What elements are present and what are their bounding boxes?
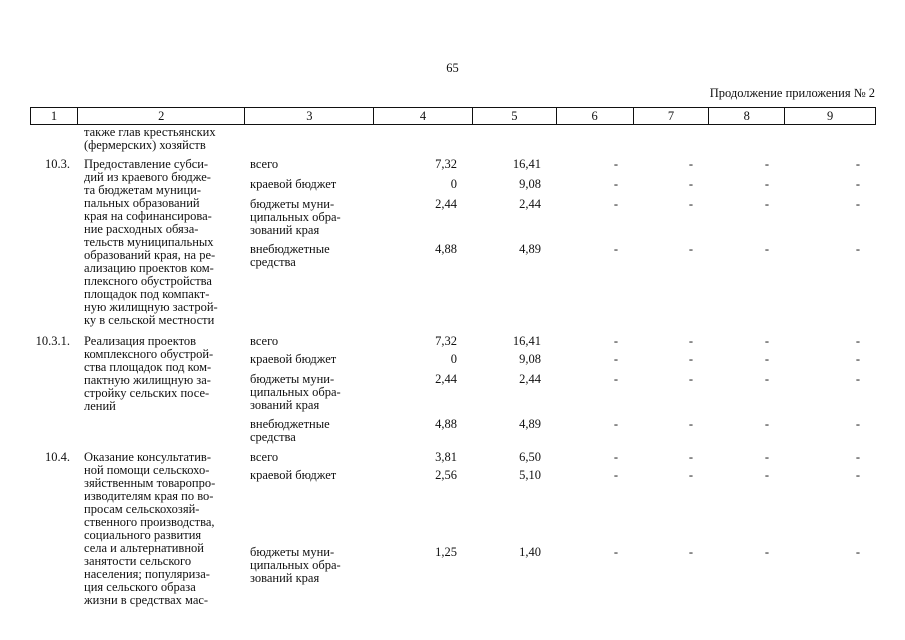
header-col-8: 8 [709,108,785,124]
value-col-5: 9,08 [519,352,541,366]
value-col-7: - [688,468,694,482]
item-number: 10.3.1. [35,334,70,348]
value-col-5: 1,40 [519,545,541,559]
value-col-4: 7,32 [435,334,457,348]
item-description-line: образований края, на ре- [84,248,216,262]
value-col-6: - [613,242,619,256]
item-description-line: социального развития [84,528,202,542]
value-col-6: - [613,334,619,348]
value-col-6: - [613,352,619,366]
item-description-line: ной помощи сельскохо- [84,463,210,477]
value-col-6: - [613,177,619,191]
value-col-8: - [764,545,770,559]
value-col-7: - [688,372,694,386]
value-col-5: 2,44 [519,197,541,211]
item-description-line: площадок под компакт- [84,287,210,301]
value-col-6: - [613,157,619,171]
value-col-9: - [855,450,860,464]
funding-source-label: краевой бюджет [250,352,337,366]
item-description-line: села и альтернативной [84,541,204,555]
value-col-7: - [688,242,694,256]
value-col-4: 2,56 [435,468,457,482]
table-header [30,107,876,125]
item-description-line: плексного обустройства [84,274,212,288]
value-col-4: 2,44 [435,372,457,386]
value-col-7: - [688,334,694,348]
item-description-line: ственного производства, [84,515,215,529]
value-col-9: - [855,468,860,482]
funding-source-label: зований края [250,571,320,585]
value-col-4: 3,81 [435,450,457,464]
item-description-line: ализацию проектов ком- [84,261,214,275]
value-col-8: - [764,242,770,256]
item-description-line: та бюджетам муници- [84,183,202,197]
header-col-9: 9 [826,108,834,123]
item-description-line: пальных образований [84,196,200,210]
value-col-6: - [613,372,619,386]
value-col-6: - [613,450,619,464]
value-col-4: 7,32 [435,157,457,171]
funding-source-label: средства [250,430,296,444]
value-col-4: 0 [450,352,457,366]
item-description-line: изводителям края по во- [84,489,214,503]
funding-source-label: ципальных обра- [250,558,341,572]
item-description-line: тельств муниципальных [84,235,214,249]
value-col-9: - [855,197,860,211]
value-col-8: - [764,177,770,191]
value-col-9: - [855,177,860,191]
value-col-8: - [764,157,770,171]
value-col-4: 2,44 [435,197,457,211]
value-col-6: - [613,417,619,431]
value-col-8: - [764,197,770,211]
item-description-line: Реализация проектов [84,334,197,348]
funding-source-label: бюджеты муни- [250,372,335,386]
header-col-2: 2 [78,108,246,124]
item-description-line: дий из краевого бюдже- [84,170,211,184]
funding-source-label: всего [250,334,279,348]
item-description-line: ция сельского образа [84,580,196,594]
funding-source-label: краевой бюджет [250,468,337,482]
value-col-5: 9,08 [519,177,541,191]
value-col-5: 4,89 [519,417,541,431]
item-description-line: пактную жилищную за- [84,373,211,387]
item-description-line: занятости сельского [84,554,192,568]
intro-text-line: также глав крестьянских [84,125,216,139]
item-description-line: стройку сельских посе- [84,386,210,400]
value-col-8: - [764,417,770,431]
funding-source-label: зований края [250,223,320,237]
value-col-4: 1,25 [435,545,457,559]
item-description-line: ку в сельской местности [84,313,215,327]
funding-source-label: бюджеты муни- [250,197,335,211]
value-col-7: - [688,197,694,211]
funding-source-label: краевой бюджет [250,177,337,191]
funding-source-label: ципальных обра- [250,210,341,224]
value-col-6: - [613,468,619,482]
item-description-line: комплексного обустрой- [84,347,214,361]
value-col-5: 16,41 [512,157,541,171]
value-col-8: - [764,352,770,366]
value-col-5: 5,10 [519,468,541,482]
funding-source-label: внебюджетные [250,242,330,256]
item-number: 10.4. [45,450,70,464]
header-col-5: 5 [473,108,557,124]
header-col-3: 3 [245,108,374,124]
value-col-7: - [688,450,694,464]
header-col-1: 1 [31,108,78,124]
value-col-4: 4,88 [435,417,457,431]
continuation-label: Продолжение приложения № 2 [709,86,875,100]
funding-source-label: зований края [250,398,320,412]
value-col-9: - [855,372,860,386]
value-col-7: - [688,352,694,366]
header-col-4: 4 [374,108,473,124]
funding-source-label: средства [250,255,296,269]
value-col-9: - [855,157,860,171]
item-description-line: жизни в средствах мас- [84,593,209,607]
header-col-7: 7 [634,108,710,124]
value-col-9: - [855,352,860,366]
item-description-line: Предоставление субси- [84,157,209,171]
item-description-line: ние расходных обяза- [84,222,199,236]
item-description-line: лений [84,399,116,413]
funding-source-label: бюджеты муни- [250,545,335,559]
value-col-8: - [764,450,770,464]
value-col-5: 6,50 [519,450,541,464]
funding-source-label: всего [250,450,279,464]
intro-text-line: (фермерских) хозяйств [84,138,206,152]
value-col-8: - [764,468,770,482]
item-description-line: ства площадок под ком- [84,360,212,374]
item-description-line: населения; популяриза- [84,567,210,581]
value-col-8: - [764,372,770,386]
value-col-7: - [688,177,694,191]
header-col-6: 6 [557,108,634,124]
funding-source-label: ципальных обра- [250,385,341,399]
value-col-6: - [613,545,619,559]
value-col-6: - [613,197,619,211]
value-col-7: - [688,545,694,559]
value-col-9: - [855,417,860,431]
item-description-line: ную жилищную застрой- [84,300,218,314]
funding-source-label: всего [250,157,279,171]
item-description-line: зяйственным товаропро- [84,476,216,490]
value-col-5: 16,41 [512,334,541,348]
value-col-9: - [855,242,860,256]
item-description-line: просам сельскохозяй- [84,502,200,516]
page-number: 65 [446,61,459,75]
value-col-8: - [764,334,770,348]
value-col-5: 4,89 [519,242,541,256]
item-description-line: Оказание консультатив- [84,450,211,464]
value-col-4: 0 [450,177,457,191]
value-col-7: - [688,157,694,171]
value-col-9: - [855,334,860,348]
value-col-4: 4,88 [435,242,457,256]
item-description-line: края на софинансирова- [84,209,212,223]
value-col-9: - [855,545,860,559]
funding-source-label: внебюджетные [250,417,330,431]
value-col-7: - [688,417,694,431]
item-number: 10.3. [45,157,70,171]
value-col-5: 2,44 [519,372,541,386]
